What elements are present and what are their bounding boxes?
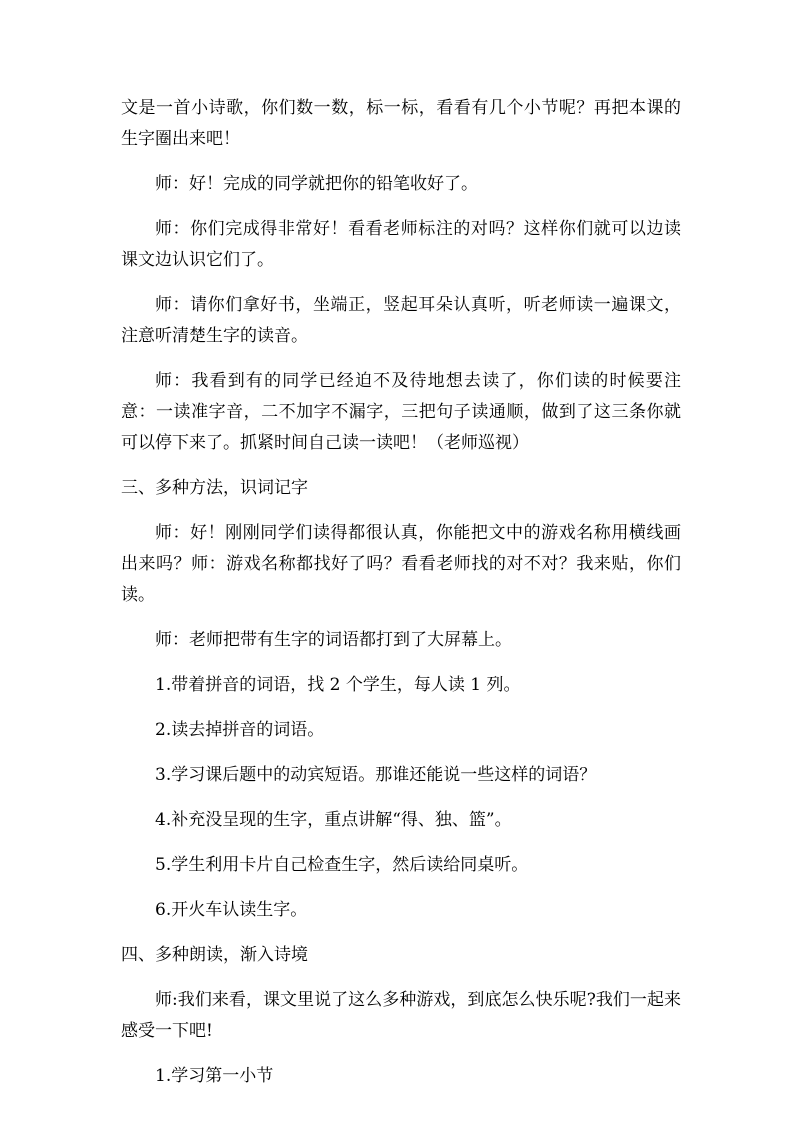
paragraph: 师:我们来看，课文里说了这么多种游戏，到底怎么快乐呢?我们一起来感受一下吧!: [121, 990, 681, 1041]
section-line: 三、多种方法，识词记字: [121, 478, 308, 498]
paragraph: 师：老师把带有生字的词语都打到了大屏幕上。: [155, 630, 512, 650]
paragraph: 师：我看到有的同学已经迫不及待地想去读了，你们读的时候要注意：一读准字音，二不加字不漏字，三把句子读通顺，做到了这三条你就可以停下来了。抓紧时间自己读一读吧！（老师巡视）: [121, 371, 681, 453]
document-body: [121, 93, 681, 1106]
paragraph: 3.学习课后题中的动宾短语。那谁还能说一些这样的词语？: [155, 765, 597, 785]
paragraph: 师：你们完成得非常好！看看老师标注的对吗？这样你们就可以边读课文边认识它们了。: [121, 219, 681, 270]
paragraph: 师：好！刚刚同学们读得都很认真，你能把文中的游戏名称用横线画出来吗？师：游戏名称都找好了吗？看看老师找的对不对？我来贴，你们读。: [121, 523, 681, 605]
section-line: 文是一首小诗歌，你们数一数，标一标，看看有几个小节呢？再把本课的生字圈出来吧！: [121, 98, 681, 149]
paragraph: 4.补充没呈现的生字，重点讲解“得、独、篮”。: [155, 810, 512, 830]
paragraph: 1.带着拼音的词语，找 2 个学生，每人读 1 列。: [155, 675, 521, 695]
paragraph: 6.开火车认读生字。: [155, 900, 308, 920]
paragraph: 1.学习第一小节: [155, 1066, 274, 1086]
section-line: 四、多种朗读，渐入诗境: [121, 945, 308, 965]
paragraph: 5.学生利用卡片自己检查生字，然后读给同桌听。: [155, 855, 529, 875]
paragraph: 2.读去掉拼音的词语。: [155, 720, 325, 740]
paragraph: 师：请你们拿好书，坐端正，竖起耳朵认真听，听老师读一遍课文，注意听清楚生字的读音。: [121, 295, 681, 346]
paragraph: 师：好！完成的同学就把你的铅笔收好了。: [155, 174, 478, 194]
